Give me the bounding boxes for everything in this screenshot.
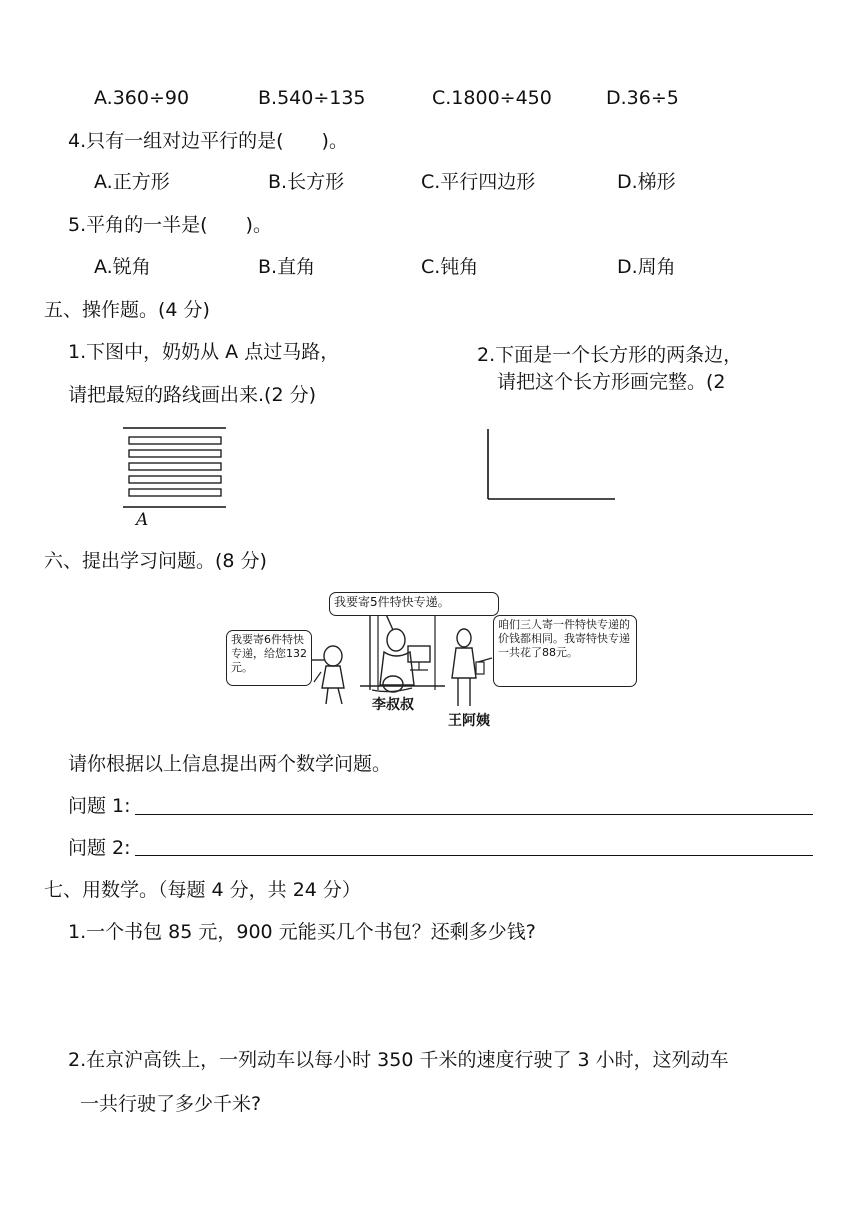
q4-stem: 4.只有一组对边平行的是( )。	[68, 130, 348, 152]
q3-option-b: B.540÷135	[258, 87, 366, 109]
speech-bubble-top: 我要寄5件特快专递。	[329, 592, 499, 616]
q3-option-c: C.1800÷450	[432, 87, 552, 109]
question2-label: 问题 2:	[68, 837, 131, 859]
name-wang: 王阿姨	[448, 713, 490, 729]
question2-answer-line[interactable]	[135, 855, 813, 856]
section7-problem2-line1: 2.在京沪高铁上，一列动车以每小时 350 千米的速度行驶了 3 小时，这列动车	[68, 1049, 729, 1071]
section7-problem2-line2: 一共行驶了多少千米?	[80, 1093, 262, 1115]
speech-bubble-left: 我要寄6件特快专递，给您132元。	[226, 630, 312, 686]
section5-p2-line2: 请把这个长方形画完整。(2	[497, 371, 726, 393]
q4-option-b: B.长方形	[268, 171, 345, 193]
section5-p2-line1: 2.下面是一个长方形的两条边，	[477, 344, 743, 366]
section5-title: 五、操作题。(4 分)	[44, 299, 210, 321]
name-li: 李叔叔	[372, 697, 414, 713]
q5-option-d: D.周角	[617, 256, 676, 278]
speech-bubble-right: 咱们三人寄一件特快专递的价钱都相同。我寄特快专递一共花了88元。	[493, 615, 637, 687]
q4-option-d: D.梯形	[617, 171, 676, 193]
question1-label: 问题 1:	[68, 795, 131, 817]
q5-stem: 5.平角的一半是( )。	[68, 214, 272, 236]
section5-p1-line2: 请把最短的路线画出来.(2 分)	[68, 384, 316, 406]
section7-title: 七、用数学。（每题 4 分，共 24 分）	[44, 879, 361, 901]
q5-option-b: B.直角	[258, 256, 316, 278]
section6-title: 六、提出学习问题。(8 分)	[44, 550, 267, 572]
q3-option-a: A.360÷90	[94, 87, 190, 109]
point-a-label: A	[136, 510, 149, 530]
section6-instruction: 请你根据以上信息提出两个数学问题。	[68, 753, 392, 775]
section7-problem1: 1.一个书包 85 元，900 元能买几个书包？还剩多少钱?	[68, 921, 536, 943]
q4-option-c: C.平行四边形	[421, 171, 536, 193]
q3-option-d: D.36÷5	[606, 87, 679, 109]
q5-option-a: A.锐角	[94, 256, 151, 278]
question1-answer-line[interactable]	[135, 814, 813, 815]
q5-option-c: C.钝角	[421, 256, 479, 278]
section5-p1-line1: 1.下图中，奶奶从 A 点过马路，	[68, 341, 340, 363]
q4-option-a: A.正方形	[94, 171, 170, 193]
